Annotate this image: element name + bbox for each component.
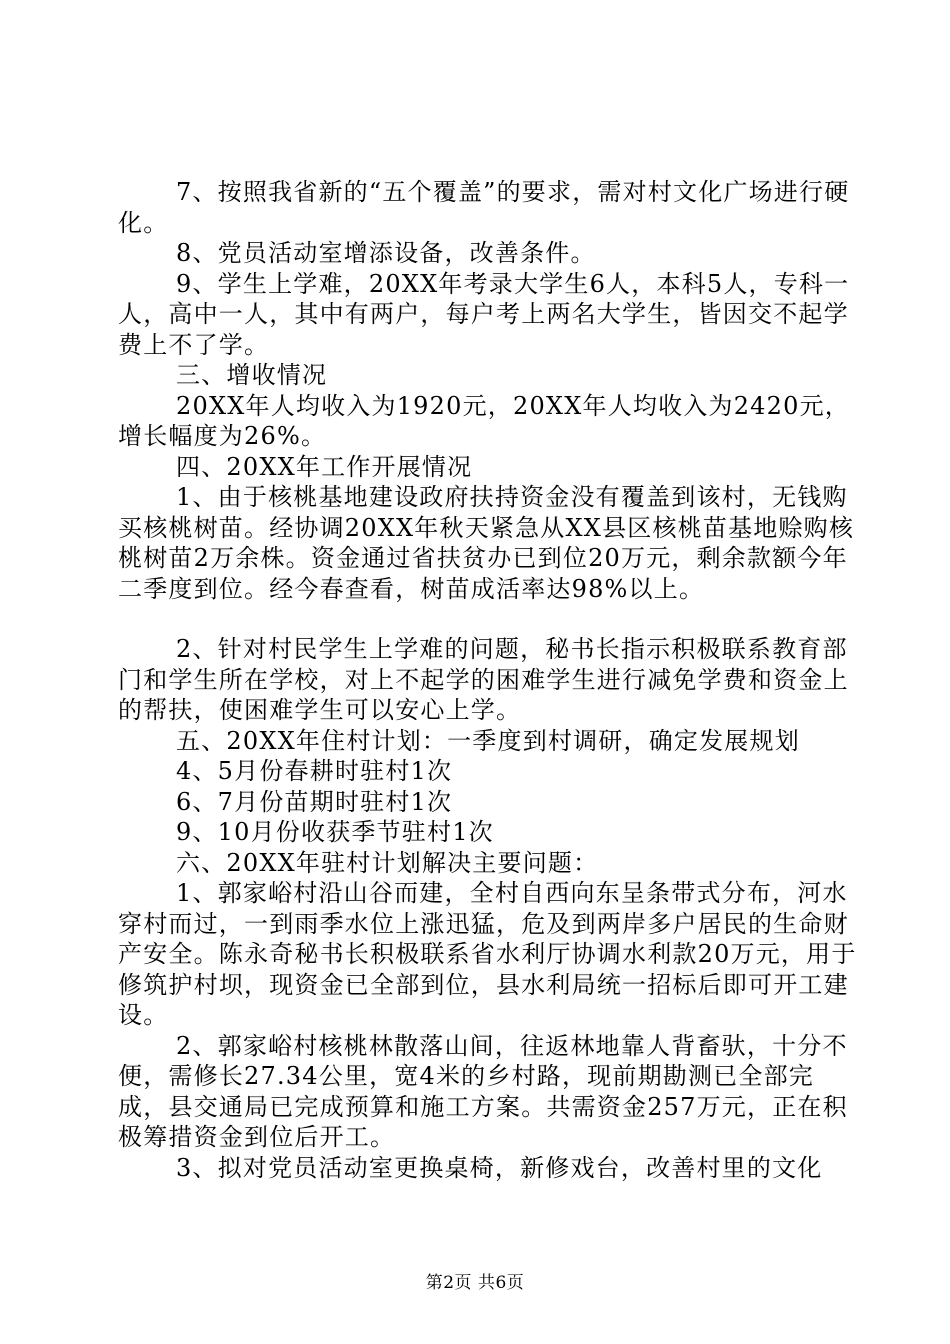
paragraph: 20XX年人均收入为1920元，20XX年人均收入为2420元，增长幅度为26%。 <box>118 391 850 450</box>
paragraph: 4、5月份春耕时驻村1次 <box>176 757 453 785</box>
section-heading: 四、20XX年工作开展情况 <box>176 452 473 481</box>
paragraph: 3、拟对党员活动室更换桌椅，新修戏台，改善村里的文化 <box>176 1153 823 1182</box>
paragraph: 1、郭家峪村沿山谷而建，全村自西向东呈条带式分布，河水穿村而过，一到雨季水位上涨迅猛，危及到两岸多户居民的生命财产安全。陈永奇秘书长积极联系省水利厅协调水利款20万元，用于修筑护村坝，现资金已全部到位，县水利局统一招标后即可开工建设。 <box>118 879 857 1029</box>
paragraph: 9、10月份收获季节驻村1次 <box>176 818 494 846</box>
paragraph: 9、学生上学难，20XX年考录大学生6人，本科5人，专科一人，高中一人，其中有两户，每户考上两名大学生，皆因交不起学费上不了学。 <box>118 269 850 359</box>
paragraph: 2、郭家峪村核桃林散落山间，往返林地靠人背畜驮，十分不便，需修长27.34公里，宽4米的乡村路，现前期勘测已全部完成，县交通局已完成预算和施工方案。共需资金257万元，正在积极筹措资金到位后开工。 <box>118 1031 848 1151</box>
document-body <box>118 177 858 1183</box>
section-heading: 三、增收情况 <box>176 361 328 389</box>
paragraph: 1、由于核桃基地建设政府扶持资金没有覆盖到该村，无钱购买核桃树苗。经协调20XX年秋天紧急从XX县区核桃苗基地赊购核桃树苗2万余株。资金通过省扶贫办已到位20万元，剩余款额今年二季度到位。经今春查看，树苗成活率达98%以上。 <box>118 483 855 603</box>
paragraph: 8、党员活动室增添设备，改善条件。 <box>176 239 596 267</box>
paragraph: 7、按照我省新的“五个覆盖”的要求，需对村文化广场进行硬化。 <box>118 178 850 237</box>
paragraph: 6、7月份苗期时驻村1次 <box>176 787 453 816</box>
page-footer: 第2页 共6页 <box>425 1273 525 1293</box>
section-heading: 六、20XX年驻村计划解决主要问题： <box>176 848 599 877</box>
section-heading: 五、20XX年住村计划：一季度到村调研，确定发展规划 <box>176 726 800 755</box>
paragraph: 2、针对村民学生上学难的问题，秘书长指示积极联系教育部门和学生所在学校，对上不起学的困难学生进行减免学费和资金上的帮扶，使困难学生可以安心上学。 <box>118 635 849 724</box>
